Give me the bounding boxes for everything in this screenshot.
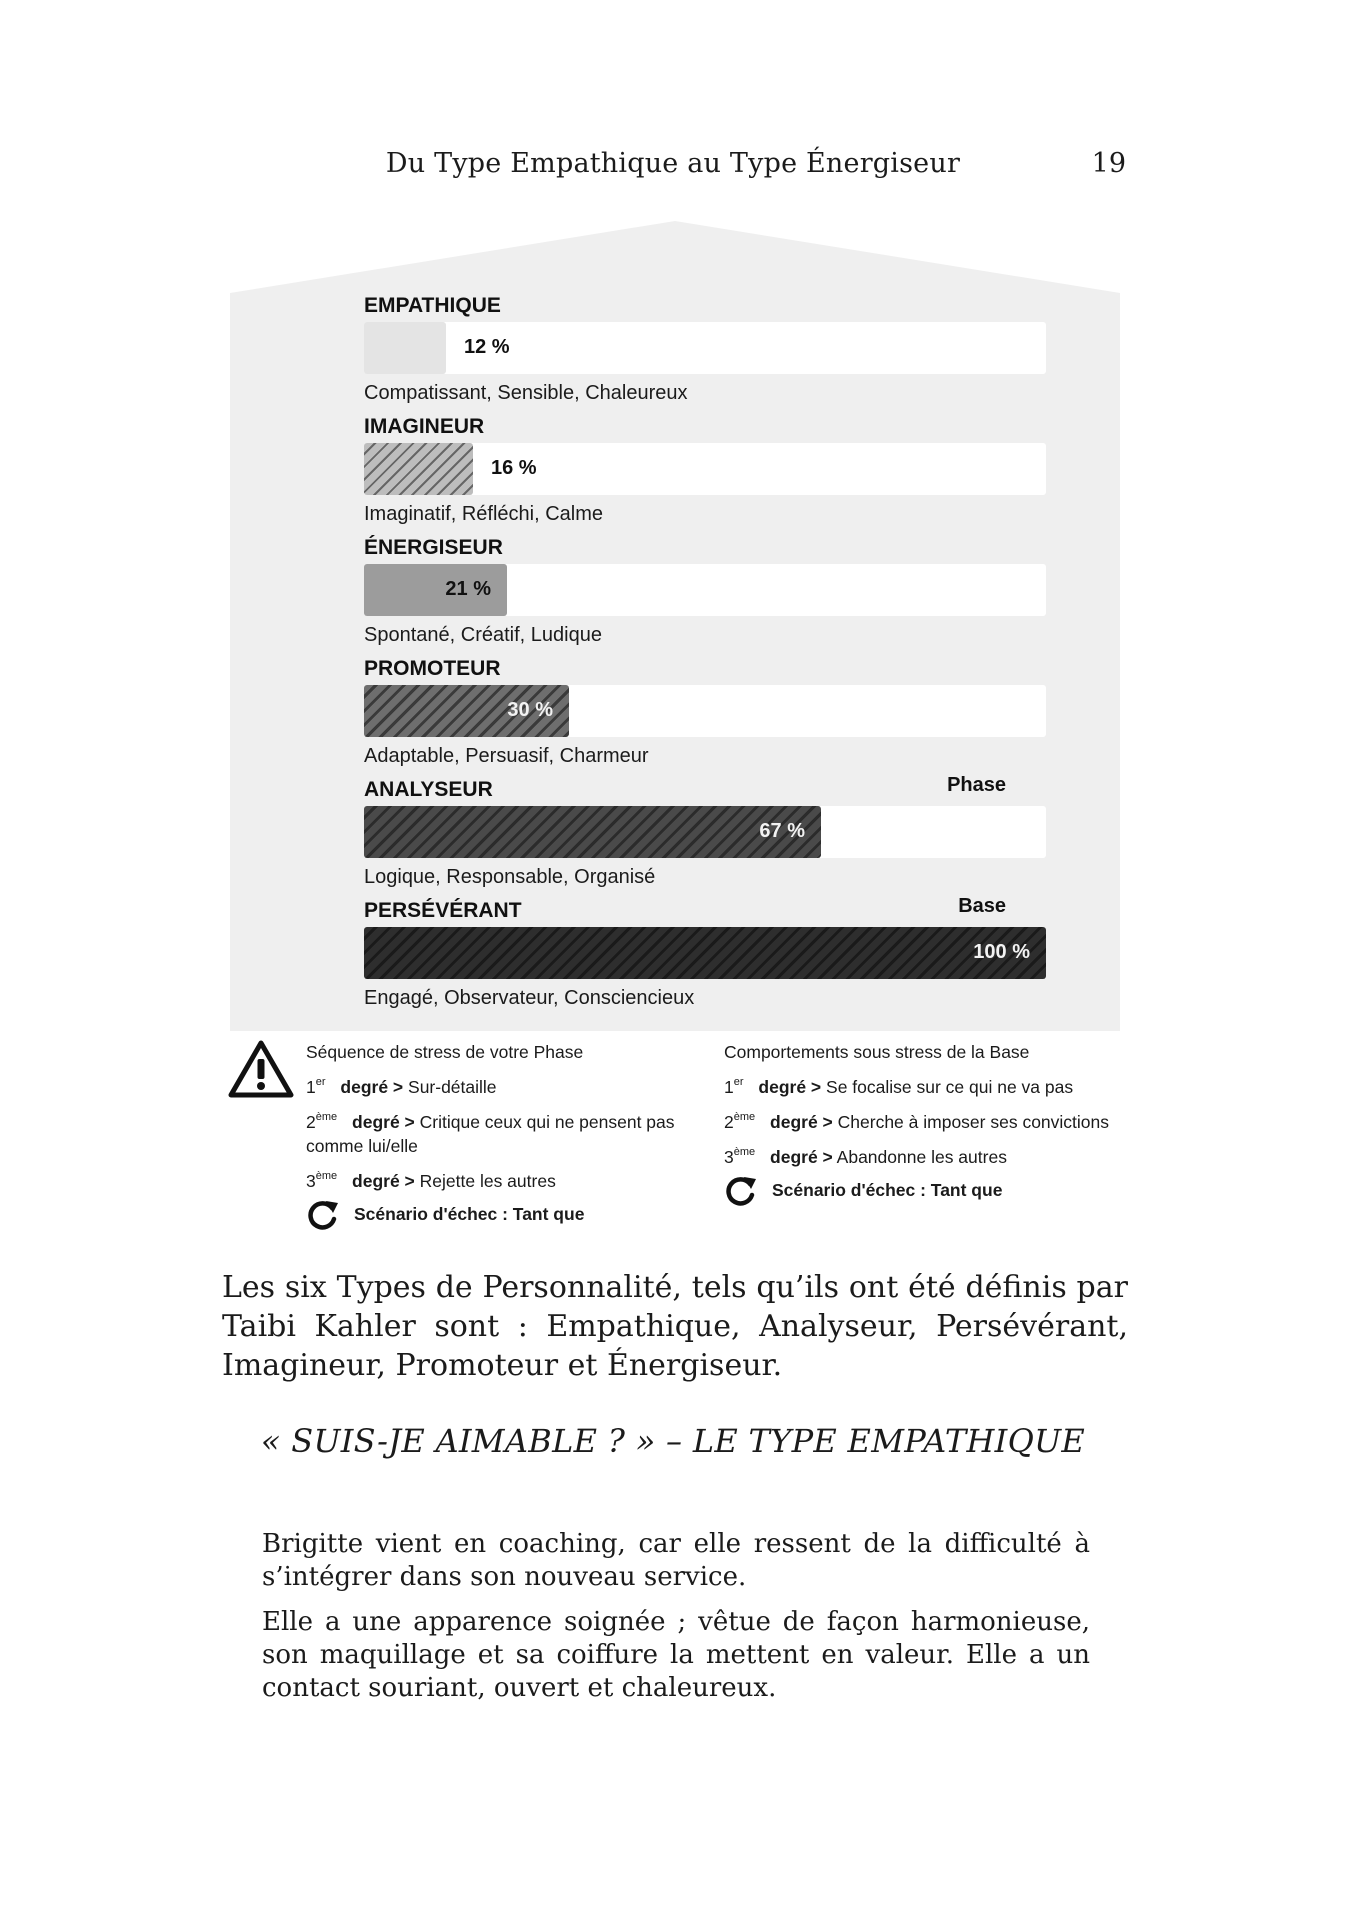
degree-number: 1: [306, 1077, 316, 1097]
value-label: 21 %: [445, 578, 491, 600]
degree-suffix: er: [315, 1076, 326, 1088]
scenario-echec-base: [724, 1173, 1134, 1207]
degree-word: degré >: [770, 1147, 833, 1167]
bar-track: [364, 685, 1046, 737]
bar-track: [364, 443, 1046, 495]
degree-word: degré >: [770, 1112, 833, 1132]
refresh-arrow-icon: [306, 1199, 340, 1231]
type-row-promoteur: [364, 653, 1046, 774]
degree-number: 3: [724, 1147, 734, 1167]
type-name: ÉNERGISEUR: [364, 536, 503, 559]
value-label: 30 %: [507, 699, 553, 721]
degree-number: 2: [306, 1112, 316, 1132]
bar-track: [364, 322, 1046, 374]
degree-number: 1: [724, 1077, 734, 1097]
stress-section: [228, 1040, 1128, 1230]
traits-text: Imaginatif, Réfléchi, Calme: [364, 503, 603, 525]
degree-text: Cherche à imposer ses convictions: [837, 1112, 1110, 1132]
stress-phase-column: [306, 1040, 686, 1231]
stress-phase-heading: Séquence de stress de votre Phase: [306, 1042, 584, 1062]
bar-fill: [364, 322, 446, 374]
stress-base-degree-1: [724, 1070, 1134, 1099]
degree-word: degré >: [352, 1112, 415, 1132]
stress-base-degree-3: [724, 1140, 1134, 1169]
degree-number: 3: [306, 1171, 316, 1191]
degree-suffix: ème: [315, 1170, 338, 1182]
stress-base-degree-2: [724, 1105, 1134, 1134]
bar-fill: [364, 806, 821, 858]
traits-text: Logique, Responsable, Organisé: [364, 866, 656, 888]
scenario-text: Scénario d'échec : Tant que: [354, 1204, 585, 1224]
degree-text: Se focalise sur ce qui ne va pas: [826, 1077, 1074, 1097]
stress-base-column: [724, 1040, 1134, 1207]
degree-number: 2: [724, 1112, 734, 1132]
stress-phase-degree-2: [306, 1105, 686, 1158]
paragraph-brigitte-coaching: Brigitte vient en coaching, car elle ressent de la difficulté à s’intégrer dans son nouveau service.: [262, 1529, 1090, 1592]
degree-text: Rejette les autres: [419, 1171, 556, 1191]
value-label: 100 %: [973, 941, 1030, 963]
type-row-perseverant: [364, 895, 1046, 1016]
value-label: 12 %: [464, 336, 510, 358]
type-row-imagineur: [364, 411, 1046, 532]
type-name: PROMOTEUR: [364, 657, 501, 680]
type-row-empathique: [364, 290, 1046, 411]
degree-word: degré >: [758, 1077, 822, 1097]
warning-triangle-icon: [228, 1040, 294, 1103]
degree-suffix: er: [733, 1076, 744, 1088]
degree-text: Sur-détaille: [408, 1077, 497, 1097]
degree-suffix: ème: [733, 1146, 756, 1158]
intro-paragraph: Les six Types de Personnalité, tels qu’ils ont été définis par Taibi Kahler sont : Empathique, Analyseur, Persévérant, Imagineur, Promoteur et Énergiseur.: [222, 1270, 1128, 1383]
value-label: 16 %: [491, 457, 537, 479]
traits-text: Engagé, Observateur, Consciencieux: [364, 987, 695, 1009]
paragraph-brigitte-apparence: Elle a une apparence soignée ; vêtue de façon harmonieuse, son maquillage et sa coiffure la mettent en valeur. Elle a un contact souriant, ouvert et chaleureux.: [262, 1607, 1090, 1703]
type-name: IMAGINEUR: [364, 415, 485, 438]
traits-text: Spontané, Créatif, Ludique: [364, 624, 602, 646]
phase-tag: Phase: [947, 774, 1006, 796]
section-heading: « SUIS-JE AIMABLE ? » – LE TYPE EMPATHIQUE: [260, 1422, 1086, 1460]
value-label: 67 %: [759, 820, 805, 842]
type-row-analyseur: [364, 774, 1046, 895]
bar-track: [364, 806, 1046, 858]
traits-text: Adaptable, Persuasif, Charmeur: [364, 745, 649, 767]
stress-base-heading: Comportements sous stress de la Base: [724, 1042, 1030, 1062]
refresh-arrow-icon: [724, 1175, 758, 1207]
degree-word: degré >: [352, 1171, 415, 1191]
degree-word: degré >: [340, 1077, 404, 1097]
type-name: ANALYSEUR: [364, 778, 493, 801]
traits-text: Compatissant, Sensible, Chaleureux: [364, 382, 688, 404]
page-number: 19: [1091, 148, 1126, 179]
base-tag: Base: [958, 895, 1006, 917]
bar-track: [364, 564, 1046, 616]
running-head: Du Type Empathique au Type Énergiseur: [385, 148, 961, 179]
type-name: PERSÉVÉRANT: [364, 899, 522, 922]
degree-suffix: ème: [733, 1111, 756, 1123]
type-row-energiseur: [364, 532, 1046, 653]
scenario-text: Scénario d'échec : Tant que: [772, 1180, 1003, 1200]
stress-phase-degree-3: [306, 1164, 686, 1193]
bar-track: [364, 927, 1046, 979]
degree-text: Abandonne les autres: [836, 1147, 1007, 1167]
scenario-echec-phase: [306, 1197, 686, 1231]
degree-text: Critique ceux qui ne pensent pas comme lui/elle: [306, 1112, 675, 1156]
stress-phase-degree-1: [306, 1070, 686, 1099]
bar-fill: [364, 927, 1046, 979]
degree-suffix: ème: [315, 1111, 338, 1123]
type-name: EMPATHIQUE: [364, 294, 501, 317]
personality-bar-chart: [364, 290, 1046, 1016]
bar-fill: [364, 443, 473, 495]
